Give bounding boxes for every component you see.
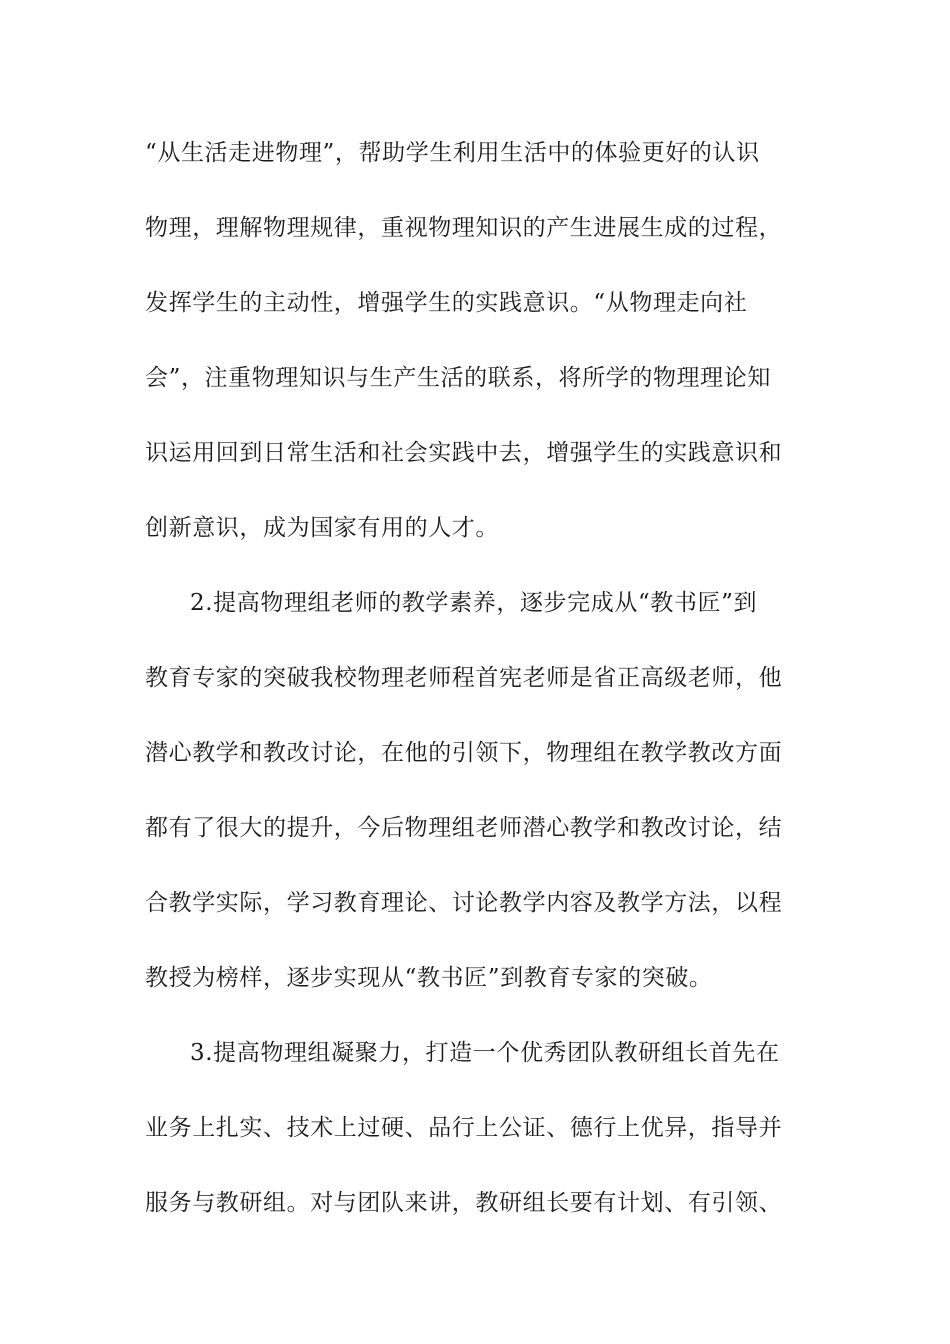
paragraph-line: 会”，注重物理知识与生产生活的联系，将所学的物理理论知 [145,365,771,391]
paragraph-line: 合教学实际，学习教育理论、讨论教学内容及教学方法，以程 [145,890,783,916]
paragraph-line: 识运用回到日常生活和社会实践中去，增强学生的实践意识和 [145,440,783,466]
paragraph-line: 3.提高物理组凝聚力，打造一个优秀团队教研组长首先在 [190,1040,780,1066]
paragraph-line: 教授为榜样，逐步实现从“教书匠”到教育专家的突破。 [145,965,713,991]
paragraph-line: 物理，理解物理规律，重视物理知识的产生进展生成的过程， [145,215,783,241]
paragraph-line: 2.提高物理组老师的教学素养，逐步完成从“教书匠”到 [190,590,758,616]
paragraph-line: 都有了很大的提升，今后物理组老师潜心教学和教改讨论，结 [145,815,783,841]
paragraph-line: 教育专家的突破我校物理老师程首宪老师是省正高级老师，他 [145,665,783,691]
paragraph-line: 创新意识，成为国家有用的人才。 [145,515,499,541]
paragraph-line: 业务上扎实、技术上过硬、品行上公证、德行上优异，指导并 [145,1115,783,1141]
paragraph-line: 服务与教研组。对与团队来讲，教研组长要有计划、有引领、 [145,1190,783,1216]
paragraph-line: 发挥学生的主动性，增强学生的实践意识。“从物理走向社 [145,290,748,316]
paragraph-line: “从生活走进物理”，帮助学生利用生活中的体验更好的认识 [145,140,760,166]
paragraph-line: 潜心教学和教改讨论，在他的引领下，物理组在教学教改方面 [145,740,783,766]
